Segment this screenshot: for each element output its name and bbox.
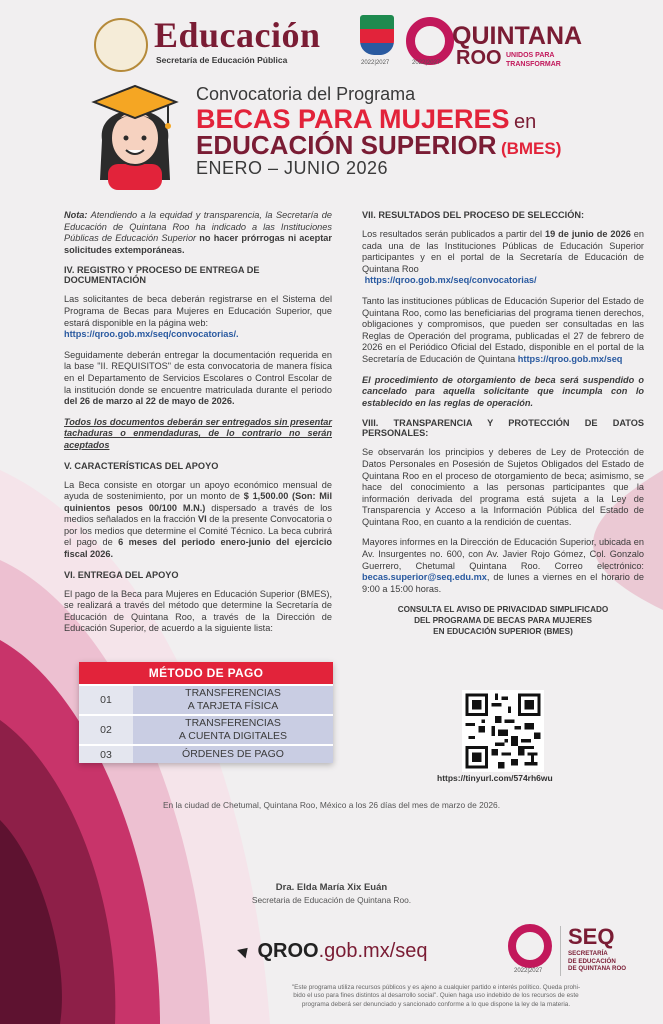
seq-q-logo-icon: [508, 924, 552, 968]
site-bold: QROO: [257, 940, 319, 962]
section-viii-p2: [362, 537, 644, 595]
table-row: [79, 745, 333, 763]
s4-link[interactable]: https://qroo.gob.mx/seq/convocatorias/.: [64, 329, 239, 340]
s4-p1-text: Las solicitantes de beca deberán registrarse en el Sistema del Programa de Becas para Mujeres en Educación Superior, que estará disponible en la página web:: [64, 294, 332, 328]
site-link[interactable]: [240, 940, 428, 963]
table-row: [79, 715, 333, 745]
place-date: En la ciudad de Chetumal, Quintana Roo, México a los 26 días del mes de marzo de 2026.: [162, 800, 501, 810]
row-method: [133, 685, 333, 715]
signer-role: Secretaria de Educación de Quintana Roo.: [251, 895, 412, 905]
section-vii-p1: [362, 229, 644, 287]
qroo-title2: ROO: [456, 47, 502, 69]
qr-code[interactable]: [462, 690, 544, 772]
section-vi-p1: El pago de la Beca para Mujeres en Educación Superior (BMES), se realizará a través del método que determine la Secretaría de Educación de Quintana Roo, a través de la Dirección de Educación Superior, de acuerdo a la siguiente lista:: [64, 588, 332, 634]
s5-p1: La Beca consiste en otorgar un apoyo económico mensual de ayuda de sostenimiento, por un monto de: [64, 479, 332, 502]
row-num: 03: [79, 745, 133, 763]
qroo-slogan2: TRANSFORMAR: [506, 61, 561, 68]
qroo-slogan1: UNIDOS PARA: [506, 52, 555, 59]
section-vi-title: VI. ENTREGA DEL APOYO: [64, 569, 179, 580]
method-line1: TRANSFERENCIAS: [185, 687, 281, 699]
title-en: en: [514, 111, 537, 133]
s7-link2[interactable]: https://qroo.gob.mx/seq: [517, 353, 623, 364]
disclaimer-l1: "Este programa utiliza recursos públicos y es ajeno a cualquier partido e interés político. Queda prohi-: [291, 984, 581, 991]
s5-p3: de la presente Convocatoria o por los medios que determine el Comité Técnico. La beca cubrirá el pago de: [64, 514, 332, 548]
payment-table-wrap: [79, 662, 333, 763]
section-v-title: V. CARACTERÍSTICAS DEL APOYO: [64, 460, 219, 471]
s7-p2: Tanto las instituciones públicas de Educación Superior del Estado de Quintana Roo, como las beneficiarias del programa tienen derechos, obligaciones y compromisos, que pueden ser consultadas en las Reglas de Operación del programa, publicadas el 27 de febrero de 2026 en el Periódico Oficial del Estado, disponible en el portal de la Secretaría de Educación de Quintana: [362, 295, 644, 364]
note-paragraph: [64, 210, 332, 256]
row-num: 02: [79, 715, 133, 745]
s8-p2a: Mayores informes en la Dirección de Educación Superior, ubicada en Av. Insurgentes no. 600, con Av. Javier Rojo Gómez, Col. Gonzalo Guerrero, Chetumal Quintana Roo. Correo electrónico:: [362, 537, 644, 571]
state-shield-icon: [360, 15, 394, 55]
row-num: 01: [79, 685, 133, 715]
state-term-badge: 2022|2027: [361, 60, 390, 66]
disclaimer: [236, 984, 636, 1009]
disclaimer-l3: programa deberá ser denunciado y sancionado conforme a lo que dispone la ley de la materia.: [301, 1000, 571, 1008]
section-vii-warning: El procedimiento de otorgamiento de beca será suspendido o cancelado para aquella solicitante que incumpla con lo establecido en las reglas de operación.: [362, 374, 644, 408]
site-rest: .gob.mx/seq: [318, 940, 428, 962]
row-method: ÓRDENES DE PAGO: [133, 745, 333, 763]
s5-p2: dispersado a través de los medios señalados en la fracción: [64, 502, 332, 525]
s4-p2-text: Seguidamente deberán entregar la documentación requerida en la base "II. REQUISITOS" de esta convocatoria de manera física en el Departamento de Servicios Escolares o Control Escolar de la institución donde se encuentre matriculada durante el periodo: [64, 349, 332, 395]
s7-date: 19 de junio de 2026: [545, 229, 631, 239]
cursor-arrow-icon: [237, 944, 252, 959]
privacy-l3: EN EDUCACIÓN SUPERIOR (BMES): [433, 627, 573, 637]
seq-divider: [560, 926, 561, 976]
s5-vi: VI: [198, 514, 207, 525]
seq-title: SEQ: [568, 924, 615, 949]
payment-table: [79, 662, 333, 763]
q-logo-icon: [406, 17, 454, 65]
section-viii-p1: Se observarán los principios y deberes de Ley de Protección de Datos Personales en Posesión de Sujetos Obligados del Estado de Quintana Roo en el proceso de otorgamiento de beca; asimismo, se hace del conocimiento a las personas participantes que la información derivada del programa está sujeta a la Ley de Transparencia y Acceso a la Información Pública del Estado de Quintana Roo, en cuanto a la rendición de cuentas.: [362, 447, 644, 527]
qroo-title: QUINTANA: [452, 22, 583, 50]
seq-l2: DE EDUCACIÓN: [568, 957, 616, 965]
section-iv-title: IV. REGISTRO Y PROCESO DE ENTREGA DE DOCUMENTACIÓN: [64, 265, 260, 286]
s8-p2b: , de lunes a viernes en el horario de 9:00 a 15:00 horas.: [362, 572, 644, 594]
qroo-term-badge: 2022|2027: [412, 60, 441, 66]
title-educacion: EDUCACIÓN SUPERIOR: [196, 130, 497, 160]
disclaimer-l2: bido el uso para fines distintos al desarrollo social". Quien haga uso indebido de los recursos de este: [293, 992, 579, 1000]
privacy-notice: [362, 604, 644, 637]
sep-seal-icon: [94, 18, 148, 72]
title-line3: [196, 130, 561, 161]
method-line1: TRANSFERENCIAS: [185, 717, 281, 729]
seq-term: 2022|2027: [514, 968, 543, 974]
section-iv-warning: Todos los documentos deberán ser entregados sin presentar tachaduras o enmendaduras, de lo contrario no serán aceptados: [64, 416, 332, 450]
privacy-l2: DEL PROGRAMA DE BECAS PARA MUJERES: [414, 616, 592, 626]
section-iv-p1: [64, 294, 332, 340]
section-vii-title: VII. RESULTADOS DEL PROCESO DE SELECCIÓN:: [362, 210, 585, 220]
note-bold: no hacer prórrogas ni aceptar solicitudes extemporáneas.: [64, 233, 332, 255]
title-bmes: (BMES): [500, 139, 562, 158]
graduate-woman-icon: [88, 80, 182, 190]
title-period: ENERO – JUNIO 2026: [196, 158, 389, 178]
section-iv-p2: [64, 350, 332, 408]
seq-lines: [568, 950, 626, 973]
qr-url[interactable]: https://tinyurl.com/574rh6wu: [437, 773, 553, 783]
section-vii-p2: [362, 296, 644, 366]
s7-p1a: Los resultados serán publicados a partir del: [362, 229, 545, 239]
method-line2: A CUENTA DIGITALES: [178, 730, 288, 742]
table-row: [79, 685, 333, 715]
title-line1: Convocatoria del Programa: [196, 84, 416, 104]
s5-amount: $ 1,500.00 (Son: Mil quinientos pesos 00/100 M.N.): [64, 491, 332, 513]
privacy-l1: CONSULTA EL AVISO DE PRIVACIDAD SIMPLIFICADO: [397, 605, 609, 615]
edu-subtitle: Secretaría de Educación Pública: [156, 55, 288, 65]
s5-bold-end: 6 meses del periodo enero-junio del ejercicio fiscal 2026.: [64, 537, 332, 560]
right-column: [362, 210, 644, 637]
method-line2: A TARJETA FÍSICA: [187, 700, 279, 712]
section-v-p1: [64, 480, 332, 561]
s4-p2-bold: del 26 de marzo al 22 de mayo de 2026.: [64, 396, 235, 407]
s8-email[interactable]: becas.superior@seq.edu.mx: [362, 572, 487, 583]
signer-name: Dra. Elda María Xix Euán: [275, 882, 388, 893]
section-viii-title: VIII. TRANSPARENCIA Y PROTECCIÓN DE DATOS PERSONALES:: [362, 418, 644, 439]
payment-table-header: MÉTODO DE PAGO: [79, 662, 333, 685]
edu-title: Educación: [154, 15, 321, 55]
row-method: [133, 715, 333, 745]
seq-l3: DE QUINTANA ROO: [568, 965, 627, 972]
seq-l1: SECRETARÍA: [568, 950, 608, 957]
title-becas: BECAS PARA MUJERES: [196, 104, 510, 134]
left-column: [64, 210, 332, 644]
s7-p1b: en cada una de las Instituciones Públicas de Educación Superior participantes y en el portal de la Secretaría de Educación de Quintana Roo: [362, 229, 644, 274]
s7-link[interactable]: https://qroo.gob.mx/seq/convocatorias/: [364, 275, 537, 286]
note-text: Atendiendo a la equidad y transparencia, la Secretaría de Educación de Quintana Roo ha indicado a las Instituciones Públicas de Educación Superior: [64, 210, 332, 244]
note-label: Nota:: [64, 210, 88, 220]
